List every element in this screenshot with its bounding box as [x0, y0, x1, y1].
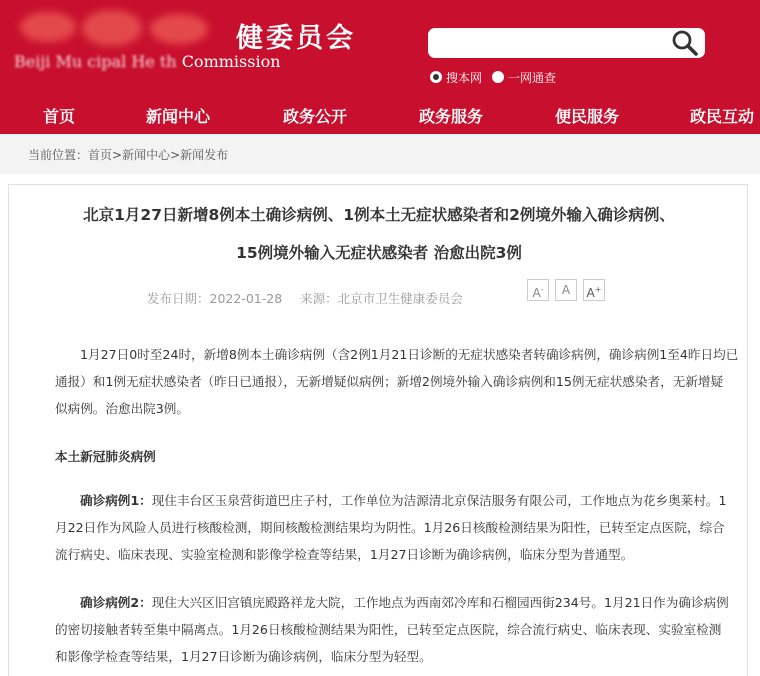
paragraph-summary [55, 341, 739, 422]
text-line [55, 487, 725, 514]
font-default-button[interactable]: A [555, 279, 577, 301]
nav-item-public-services[interactable]: 便民服务 [555, 107, 620, 126]
search-scope [430, 68, 566, 86]
nav-item-interaction[interactable]: 政民互动 [690, 107, 755, 126]
search-input[interactable] [434, 31, 662, 55]
text-line: 月22日作为风险人员进行核酸检测，期间核酸检测结果均为阴性。1月26日核酸检测结果为阳性，已转至定点医院，综合 [55, 520, 725, 535]
scope-option-label: 搜本网 [446, 70, 483, 85]
breadcrumb-prefix: 当前位置： [28, 148, 89, 162]
case2-text: 现住大兴区旧宫镇庑殿路祥龙大院，工作地点为西南郊冷库和石榴园西街234号。1月21日作为确诊病例 [151, 595, 729, 610]
breadcrumb-release[interactable]: 新闻发布 [180, 148, 229, 162]
source-label: 来源： [300, 291, 338, 306]
breadcrumb-home[interactable]: 首页 [88, 148, 113, 162]
site-title: 健委员会 [236, 23, 356, 54]
nav-item-gov-affairs[interactable]: 政务公开 [283, 107, 348, 126]
text-line: 1月27日0时至24时，新增8例本土确诊病例（含2例1月21日诊断的无症状感染者转确诊病例，确诊病例1至4昨日均已 [80, 347, 739, 362]
blurred-logo-emblem [12, 8, 212, 52]
article-title-line1: 北京1月27日新增8例本土确诊病例、1例本土无症状感染者和2例境外输入确诊病例、 [83, 206, 675, 224]
nav-item-gov-services[interactable]: 政务服务 [419, 107, 484, 126]
article-title-line2: 15例境外输入无症状感染者 治愈出院3例 [236, 244, 522, 262]
text-line: 通报）和1例无症状感染者（昨日已通报），无新增疑似病例；新增2例境外输入确诊病例和15例无症状感染者，无新增疑 [55, 374, 724, 389]
site-header [0, 0, 760, 134]
site-title-english-visible: Commission [181, 52, 281, 71]
breadcrumb-bar [0, 134, 760, 174]
text-line: 似病例。治愈出院3例。 [55, 401, 189, 416]
case1-text: 现住丰台区玉泉营街道巴庄子村，工作单位为洁源清北京保洁服务有限公司，工作地点为花乡奥莱村。1 [151, 493, 727, 508]
radio-unchecked-icon[interactable] [492, 71, 504, 83]
nav-item-home[interactable]: 首页 [43, 107, 76, 126]
breadcrumb [28, 146, 228, 163]
font-size-tools [527, 279, 611, 301]
publish-date: 2022-01-28 [209, 291, 283, 306]
article [8, 184, 748, 676]
section-heading-wrap [55, 443, 725, 470]
font-increase-button[interactable]: A+ [583, 279, 605, 301]
breadcrumb-separator: > [112, 148, 123, 162]
date-label: 发布日期： [147, 291, 210, 306]
section-heading: 本土新冠肺炎病例 [55, 449, 156, 464]
search-icon[interactable] [670, 29, 700, 57]
scope-option-site[interactable] [430, 69, 482, 86]
nav-item-news[interactable]: 新闻中心 [146, 107, 211, 126]
case2-label: 确诊病例2： [80, 595, 152, 610]
site-title-english-blurred: Beiji Mu cipal He th [14, 52, 177, 71]
paragraph-case1 [55, 487, 725, 568]
text-line [55, 589, 729, 616]
search-box [428, 28, 705, 58]
breadcrumb-separator: > [170, 148, 181, 162]
scope-option-all[interactable] [492, 69, 556, 86]
text-line: 流行病史、临床表现、实验室检测和影像学检查等结果，1月27日诊断为确诊病例，临床分型为普通型。 [55, 547, 634, 562]
main-nav [0, 98, 760, 134]
scope-option-label: 一网通查 [508, 70, 557, 85]
paragraph-case2 [55, 589, 729, 670]
site-title-english [14, 52, 281, 71]
font-decrease-button[interactable]: A- [527, 279, 549, 301]
text-line: 和影像学检查等结果，1月27日诊断为确诊病例，临床分型为轻型。 [55, 649, 432, 664]
article-meta [147, 289, 463, 307]
radio-checked-icon[interactable] [430, 71, 442, 83]
breadcrumb-news[interactable]: 新闻中心 [122, 148, 171, 162]
text-line: 的密切接触者转至集中隔离点。1月26日核酸检测结果为阳性，已转至定点医院，综合流行病史、临床表现、实验室检测 [55, 622, 722, 637]
case1-label: 确诊病例1： [80, 493, 152, 508]
article-source: 北京市卫生健康委员会 [337, 291, 463, 306]
